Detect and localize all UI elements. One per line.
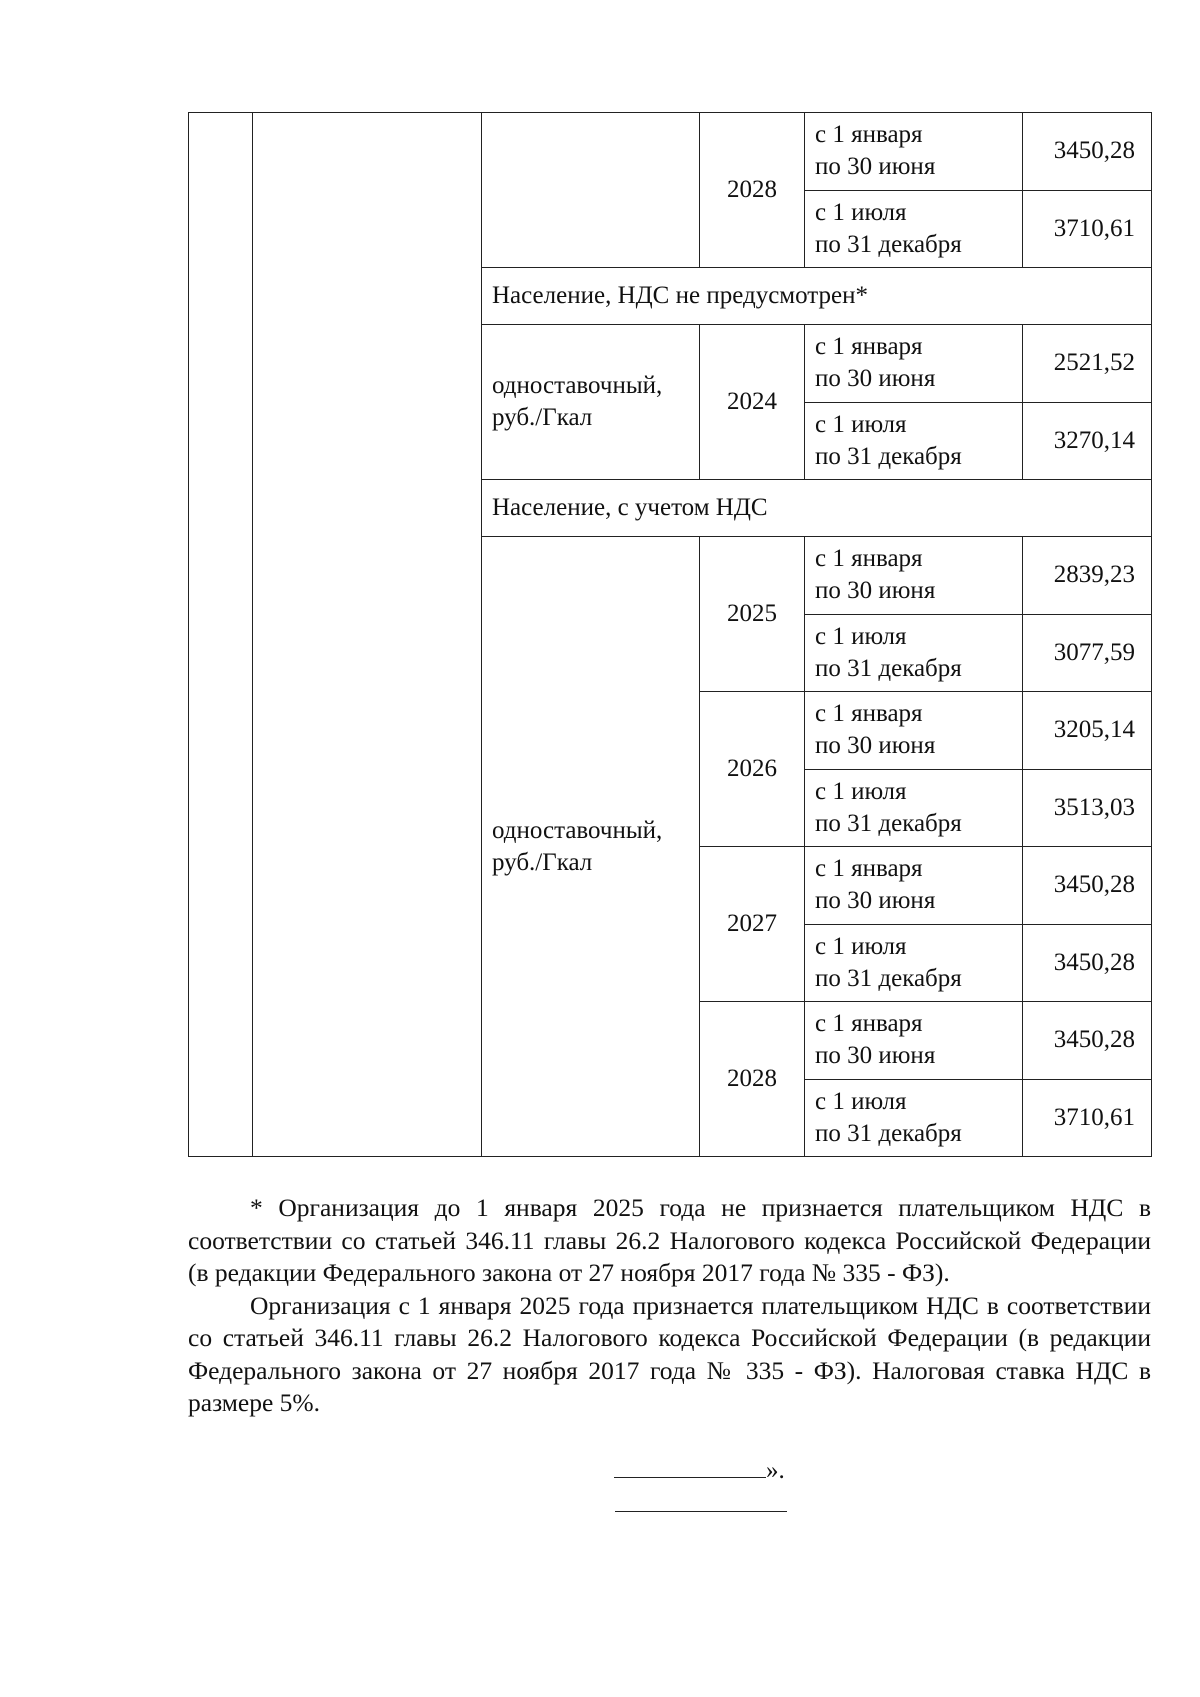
period-cell (805, 614, 1023, 692)
tariff-table-body (189, 113, 1152, 1157)
period-line: с 1 июля (815, 410, 907, 438)
period-cell (805, 190, 1023, 268)
year-cell: 2024 (700, 325, 805, 480)
period-line: по 31 декабря (815, 964, 962, 992)
period-line: по 30 июня (815, 365, 936, 393)
blank-line (614, 1453, 766, 1478)
section-header: Население, НДС не предусмотрен* (482, 268, 1152, 325)
year-cell: 2028 (700, 1002, 805, 1157)
period-line: с 1 июля (815, 622, 907, 650)
period-line: по 30 июня (815, 153, 936, 181)
year-cell: 2026 (700, 692, 805, 847)
period-line: с 1 января (815, 1010, 923, 1038)
period-line: с 1 июля (815, 932, 907, 960)
footnote-vat-payer: Организация с 1 января 2025 года признается плательщиком НДС в соответствии со статьей 346.11 главы 26.2 Налогового кодекса Российской Федерации (в редакции Федерального закона от 27 ноября 2017 года № 335 - ФЗ). Налоговая ставка НДС в размере 5%. (188, 1290, 1151, 1417)
rate-type-cell (482, 113, 700, 268)
end-of-text-mark (614, 1453, 785, 1485)
tariff-value: 3450,28 (1023, 847, 1152, 925)
footnote-vat-exempt: * Организация до 1 января 2025 года не признается плательщиком НДС в соответствии со статьей 346.11 главы 26.2 Налогового кодекса Российской Федерации (в редакции Федерального закона от 27 ноября 2017 года № 335 - ФЗ). (188, 1193, 1151, 1287)
year-cell: 2028 (700, 113, 805, 268)
period-line: с 1 января (815, 700, 923, 728)
tariff-table (188, 112, 1152, 1157)
rate-type-line: одноставочный, (492, 816, 663, 844)
period-cell (805, 769, 1023, 847)
organization-cell (253, 113, 482, 1157)
number-cell (189, 113, 253, 1157)
tariff-value: 3710,61 (1023, 190, 1152, 268)
period-cell (805, 325, 1023, 403)
period-line: с 1 января (815, 855, 923, 883)
rate-type-cell (482, 537, 700, 1157)
tariff-value: 3205,14 (1023, 692, 1152, 770)
period-line: по 31 декабря (815, 230, 962, 258)
period-line: по 31 декабря (815, 809, 962, 837)
tariff-value: 3450,28 (1023, 1002, 1152, 1080)
period-cell (805, 402, 1023, 480)
period-line: с 1 июля (815, 1087, 907, 1115)
end-divider (615, 1511, 787, 1512)
tariff-value: 3450,28 (1023, 924, 1152, 1002)
period-line: по 30 июня (815, 732, 936, 760)
period-line: с 1 июля (815, 777, 907, 805)
period-line: по 31 декабря (815, 654, 962, 682)
footnotes (188, 1192, 1151, 1420)
period-cell (805, 924, 1023, 1002)
period-line: по 31 декабря (815, 442, 962, 470)
table-row (189, 113, 1152, 191)
period-line: по 30 июня (815, 887, 936, 915)
rate-type-line: одноставочный, (492, 372, 663, 399)
section-header: Население, с учетом НДС (482, 480, 1152, 537)
rate-type-line: руб./Гкал (492, 404, 593, 431)
tariff-value: 3077,59 (1023, 614, 1152, 692)
tariff-value: 2839,23 (1023, 537, 1152, 615)
tariff-value: 3710,61 (1023, 1079, 1152, 1157)
period-cell (805, 1002, 1023, 1080)
period-cell (805, 692, 1023, 770)
tariff-value: 3270,14 (1023, 402, 1152, 480)
period-line: с 1 января (815, 545, 923, 573)
tariff-value: 3450,28 (1023, 113, 1152, 191)
period-cell (805, 537, 1023, 615)
period-cell (805, 113, 1023, 191)
tariff-value: 3513,03 (1023, 769, 1152, 847)
period-line: с 1 июля (815, 198, 907, 226)
rate-type-line: руб./Гкал (492, 848, 593, 876)
year-cell: 2027 (700, 847, 805, 1002)
period-line: по 30 июня (815, 577, 936, 605)
tariff-value: 2521,52 (1023, 325, 1152, 403)
year-cell: 2025 (700, 537, 805, 692)
period-cell (805, 847, 1023, 925)
period-line: с 1 января (815, 333, 923, 361)
closing-quote: ». (766, 1457, 785, 1484)
period-line: по 30 июня (815, 1042, 936, 1070)
rate-type-cell (482, 325, 700, 480)
period-line: по 31 декабря (815, 1119, 962, 1147)
period-line: с 1 января (815, 121, 923, 149)
period-cell (805, 1079, 1023, 1157)
